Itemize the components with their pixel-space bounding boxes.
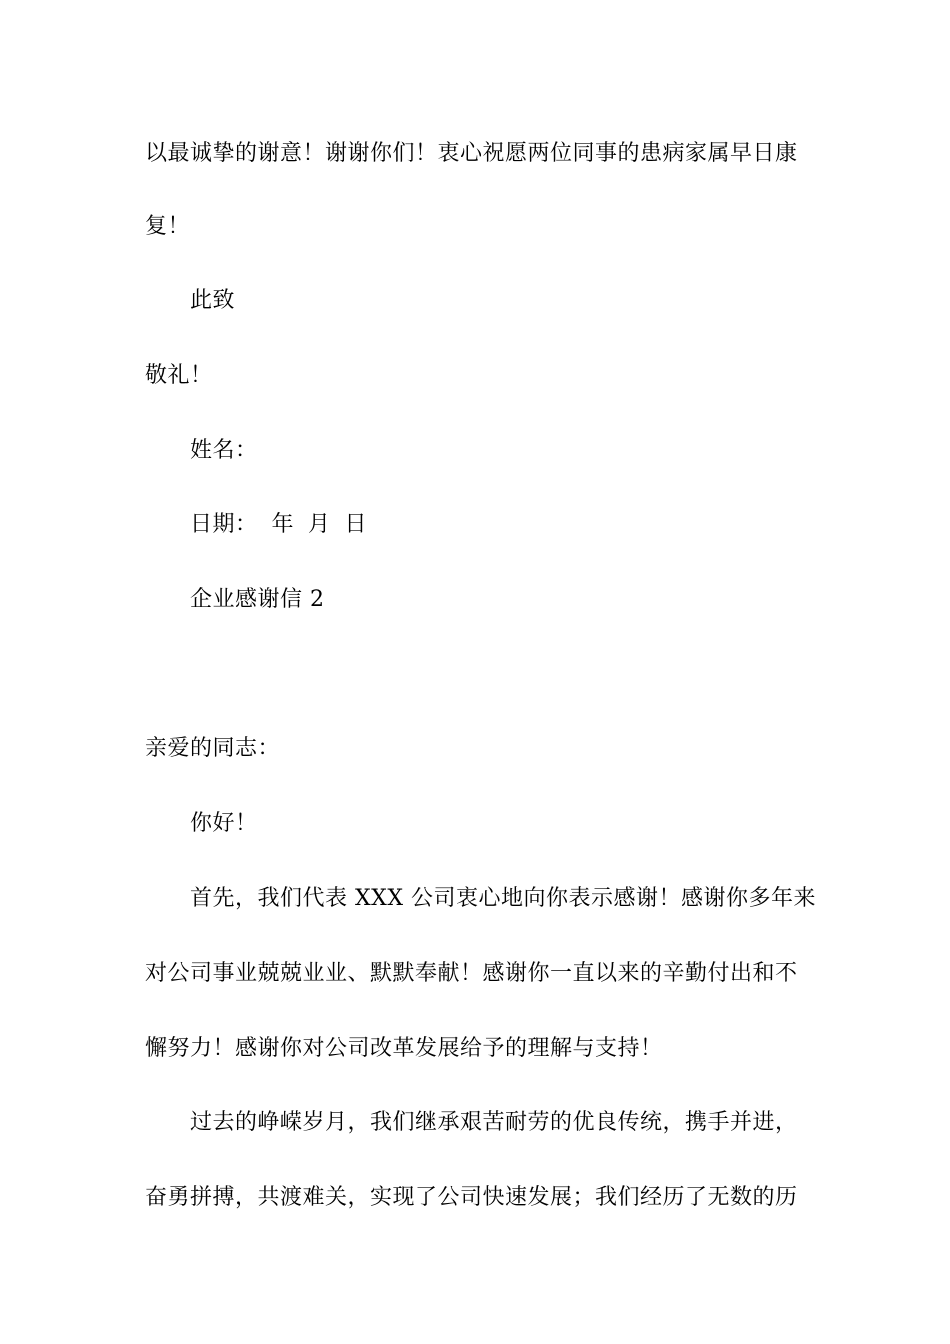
paragraph-line: 首先，我们代表 XXX 公司衷心地向你表示感谢！感谢你多年来 xyxy=(190,886,816,911)
date-day: 日 xyxy=(344,512,368,537)
paragraph-line: 对公司事业兢兢业业、默默奉献！感谢你一直以来的辛勤付出和不 xyxy=(145,961,798,986)
paragraph-line: 懈努力！感谢你对公司改革发展给予的理解与支持！ xyxy=(145,1036,663,1061)
paragraph-line: 奋勇拼搏，共渡难关，实现了公司快速发展；我们经历了无数的历 xyxy=(145,1185,798,1210)
date-month: 月 xyxy=(308,512,331,537)
paragraph-line: 过去的峥嵘岁月，我们继承艰苦耐劳的优良传统，携手并进， xyxy=(190,1110,798,1135)
letter-hello: 你好！ xyxy=(190,811,258,836)
closing-salutation: 此致 xyxy=(190,288,236,313)
paragraph-line: 以最诚挚的谢意！谢谢你们！衷心祝愿两位同事的患病家属早日康 xyxy=(145,141,798,166)
date-field-label: 日期： xyxy=(190,512,258,537)
letter-title: 企业感谢信 2 xyxy=(190,587,325,612)
date-field xyxy=(190,510,367,540)
letter-greeting: 亲爱的同志： xyxy=(145,736,281,761)
closing-regards: 敬礼！ xyxy=(145,363,213,388)
name-field-label: 姓名： xyxy=(190,438,258,463)
date-year: 年 xyxy=(271,512,295,537)
paragraph-line: 复！ xyxy=(145,214,191,239)
